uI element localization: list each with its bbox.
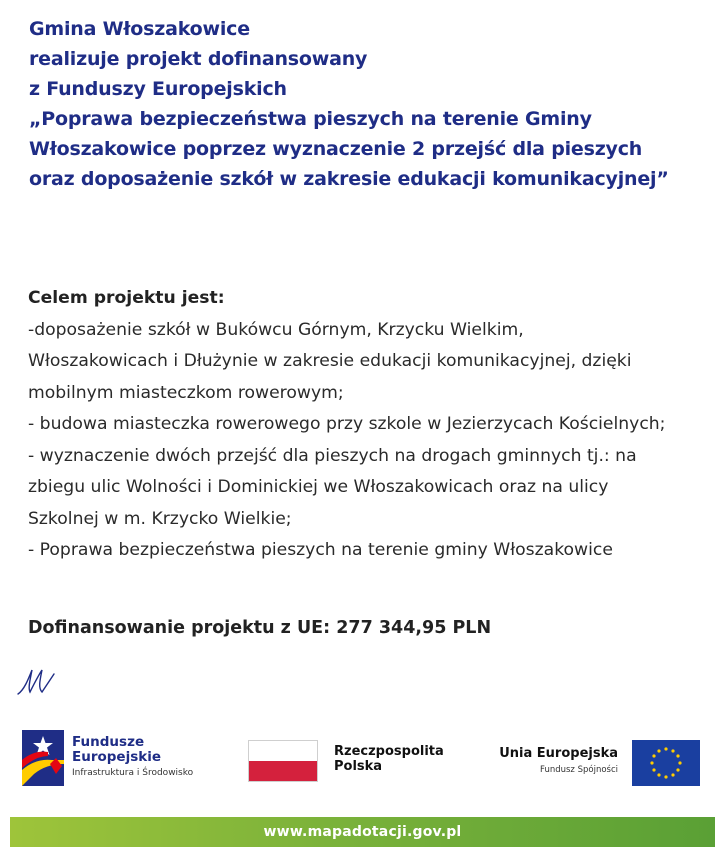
- header-line: Włoszakowice poprzez wyznaczenie 2 przejść dla pieszych: [29, 138, 643, 160]
- project-title-block: [29, 14, 709, 194]
- rzeczpospolita-polska-logo: [248, 738, 448, 784]
- unia-europejska-logo: [496, 740, 706, 788]
- rp-text: [334, 744, 444, 774]
- fundusze-europejskie-logo: [22, 730, 232, 790]
- goals-line: Włoszakowicach i Dłużynie w zakresie edukacji komunikacyjnej, dzięki: [28, 351, 632, 371]
- goals-line: -doposażenie szkół w Bukówcu Górnym, Krzycku Wielkim,: [28, 319, 524, 340]
- rp-line1: Rzeczpospolita: [334, 744, 444, 759]
- footer-url-bar: [10, 817, 715, 847]
- fe-line1: Fundusze: [72, 734, 145, 750]
- goals-heading: Celem projektu jest:: [28, 288, 225, 308]
- goals-line: mobilnym miasteczkom rowerowym;: [28, 382, 344, 403]
- goals-line: zbiegu ulic Wolności i Dominickiej we Włoszakowicach oraz na ulicy: [28, 477, 609, 497]
- fe-text: [72, 735, 193, 778]
- goals-line: - budowa miasteczka rowerowego przy szkole w Jezierzycach Kościelnych;: [28, 414, 666, 434]
- goals-line: - wyznaczenie dwóch przejść dla pieszych na drogach gminnych tj.: na: [28, 445, 637, 466]
- header-line: realizuje projekt dofinansowany: [29, 48, 368, 70]
- eu-subtitle: Fundusz Spójności: [540, 765, 618, 775]
- header-line: oraz doposażenie szkół w zakresie edukacji komunikacyjnej”: [29, 168, 669, 190]
- eu-title: Unia Europejska: [499, 746, 618, 761]
- header-line: Gmina Włoszakowice: [29, 18, 250, 40]
- eu-flag-icon: [632, 740, 700, 786]
- goals-line: Szkolnej w m. Krzycko Wielkie;: [28, 508, 292, 529]
- handwritten-signature: [14, 662, 62, 702]
- goals-line: - Poprawa bezpieczeństwa pieszych na terenie gminy Włoszakowice: [28, 540, 613, 560]
- fe-line2: Europejskie: [72, 749, 162, 765]
- eu-text: [496, 746, 618, 775]
- header-line: „Poprawa bezpieczeństwa pieszych na terenie Gminy: [29, 108, 592, 130]
- project-goals: [28, 283, 718, 567]
- fe-subtitle: Infrastruktura i Środowisko: [72, 768, 194, 778]
- funding-amount: Dofinansowanie projektu z UE: 277 344,95 PLN: [28, 618, 492, 638]
- polish-flag-icon: [248, 740, 318, 782]
- fe-star-icon: [22, 730, 64, 786]
- rp-line2: Polska: [334, 759, 383, 774]
- header-line: z Funduszy Europejskich: [29, 78, 287, 100]
- footer-url[interactable]: www.mapadotacji.gov.pl: [263, 824, 462, 840]
